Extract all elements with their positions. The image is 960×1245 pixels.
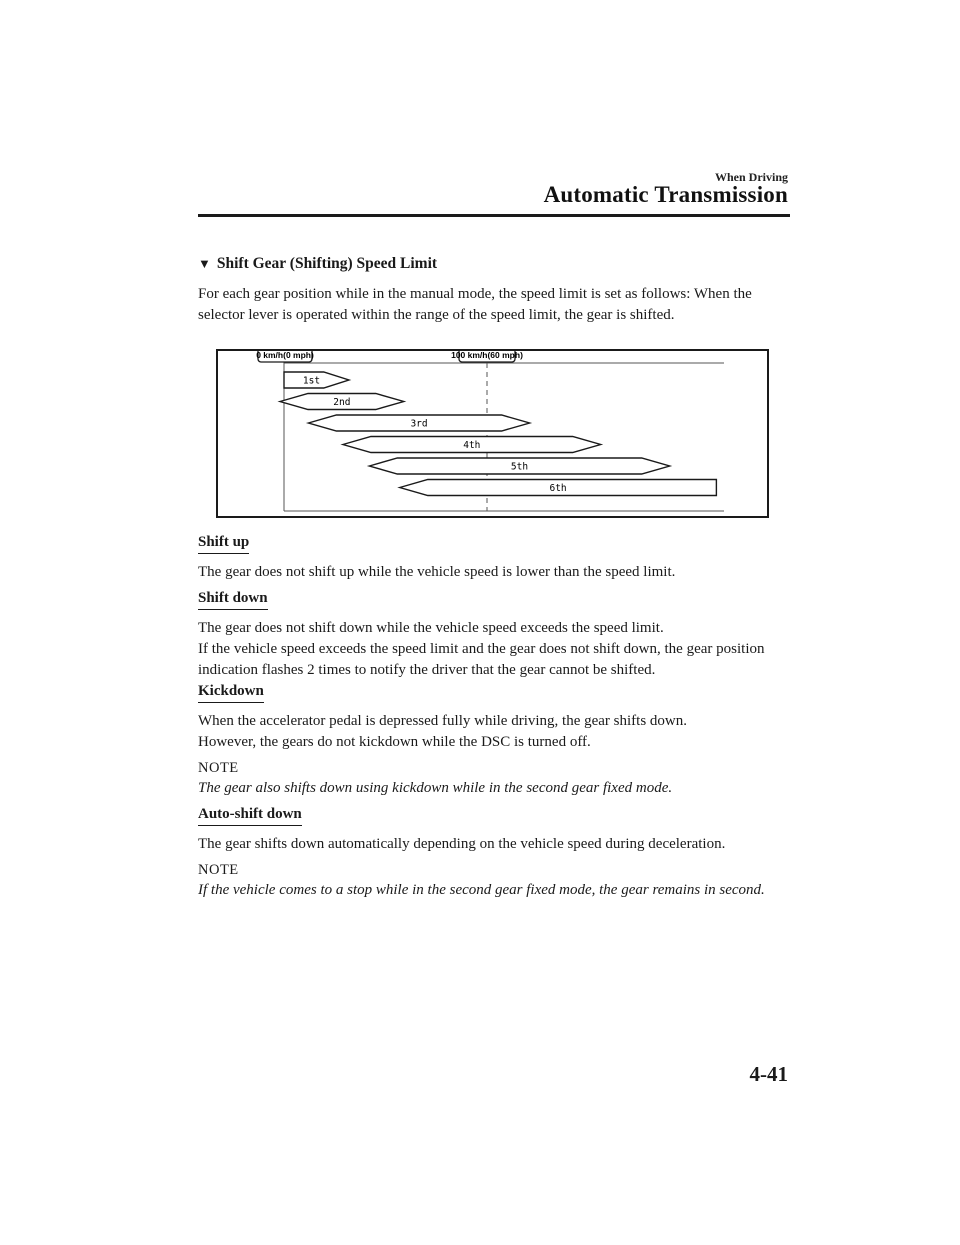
kickdown-text-1: When the accelerator pedal is depressed fully while driving, the gear shifts down. bbox=[198, 713, 688, 729]
scale-label-100-text: 100 km/h(60 mph) bbox=[451, 351, 523, 360]
section-intro: For each gear position while in the manual mode, the speed limit is set as follows: When the selector lever is operated within the range of the speed limit, the gear is shifted. bbox=[198, 286, 752, 323]
kickdown-note-label: NOTE bbox=[198, 760, 239, 776]
gear-bars bbox=[280, 372, 716, 496]
gear-label-5th: 5th bbox=[510, 461, 529, 473]
subheading-shift-up: Shift up bbox=[198, 534, 249, 554]
scale-label-0-text: 0 km/h(0 mph) bbox=[256, 351, 314, 360]
section-heading bbox=[198, 255, 437, 273]
auto-shift-down-text: The gear shifts down automatically depending on the vehicle speed during deceleration. bbox=[198, 836, 726, 852]
subheading-kickdown: Kickdown bbox=[198, 683, 264, 703]
gear-label-4th: 4th bbox=[463, 440, 481, 451]
section-label: When Driving bbox=[714, 170, 788, 184]
scale-label-100 bbox=[451, 351, 523, 362]
header-rule bbox=[198, 214, 790, 217]
subheading-shift-down: Shift down bbox=[198, 590, 268, 610]
section-title: Shift Gear (Shifting) Speed Limit bbox=[216, 255, 438, 272]
triangle-down-icon: ▼ bbox=[198, 256, 211, 271]
auto-shift-note-text: If the vehicle comes to a stop while in the second gear fixed mode, the gear remains in second. bbox=[198, 882, 765, 898]
subheading-auto-shift-down: Auto-shift down bbox=[198, 806, 302, 826]
shift-up-text: The gear does not shift up while the vehicle speed is lower than the speed limit. bbox=[198, 564, 676, 580]
auto-shift-note-label: NOTE bbox=[198, 862, 239, 878]
kickdown-text-2: However, the gears do not kickdown while the DSC is turned off. bbox=[198, 734, 591, 750]
gear-label-1st: 1st bbox=[302, 375, 321, 387]
gear-label-6th: 6th bbox=[549, 483, 567, 494]
shift-down-text-2: If the vehicle speed exceeds the speed limit and the gear does not shift down, the gear position indication flashes 2 times to notify the driver that the gear cannot be shifted. bbox=[198, 641, 765, 678]
gear-label-2nd: 2nd bbox=[333, 397, 351, 408]
gear-speed-diagram-svg bbox=[218, 351, 767, 516]
gear-label-3rd: 3rd bbox=[410, 418, 428, 430]
gear-speed-diagram bbox=[216, 349, 769, 518]
chapter-title: Automatic Transmission bbox=[543, 182, 788, 207]
shift-down-text-1: The gear does not shift down while the vehicle speed exceeds the speed limit. bbox=[198, 620, 664, 636]
scale-label-0 bbox=[256, 351, 314, 362]
page-number: 4-41 bbox=[749, 1062, 788, 1086]
kickdown-note-text: The gear also shifts down using kickdown while in the second gear fixed mode. bbox=[198, 780, 673, 796]
